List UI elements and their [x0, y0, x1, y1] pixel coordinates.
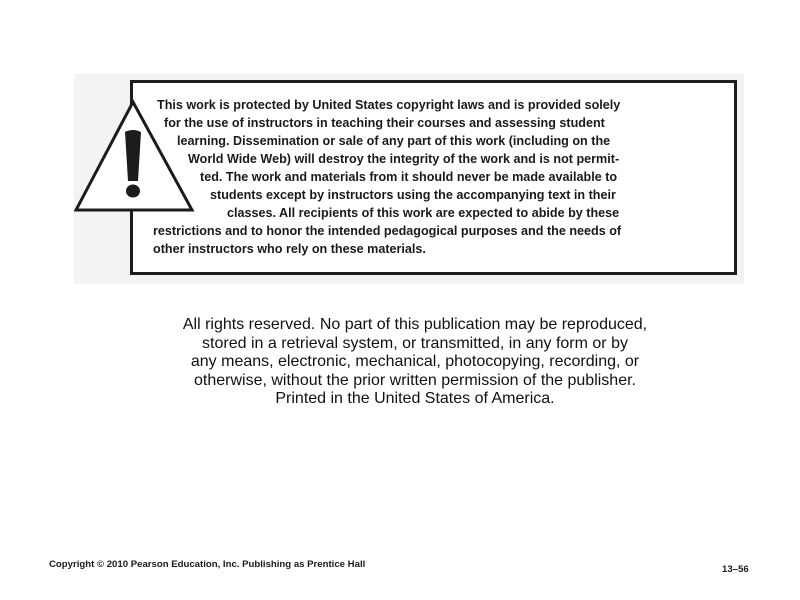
notice-line: World Wide Web) will destroy the integrity of the work and is not permit- [188, 152, 620, 166]
rights-line: otherwise, without the prior written permission of the publisher. [194, 371, 636, 389]
page-number: 13–56 [722, 564, 749, 575]
rights-line: any means, electronic, mechanical, photocopying, recording, or [190, 353, 640, 370]
notice-line: This work is protected by United States copyright laws and is provided solely [157, 98, 621, 112]
notice-line: students except by instructors using the accompanying text in their [210, 188, 616, 202]
footer-copyright: Copyright © 2010 Pearson Education, Inc. Publishing as Prentice Hall [49, 559, 366, 570]
notice-line: learning. Dissemination or sale of any part of this work (including on the [177, 134, 611, 148]
notice-line: other instructors who rely on these materials. [153, 242, 426, 256]
rights-line: Printed in the United States of America. [275, 390, 555, 407]
rights-reserved-text [110, 316, 720, 409]
notice-line: restrictions and to honor the intended pedagogical purposes and the needs of [153, 224, 622, 238]
notice-line: for the use of instructors in teaching their courses and assessing student [164, 116, 605, 130]
rights-line: stored in a retrieval system, or transmitted, in any form or by [202, 334, 628, 352]
notice-line: classes. All recipients of this work are expected to abide by these [227, 206, 620, 220]
rights-line: All rights reserved. No part of this publication may be reproduced, [182, 316, 648, 333]
notice-line: ted. The work and materials from it should never be made available to [200, 170, 618, 184]
